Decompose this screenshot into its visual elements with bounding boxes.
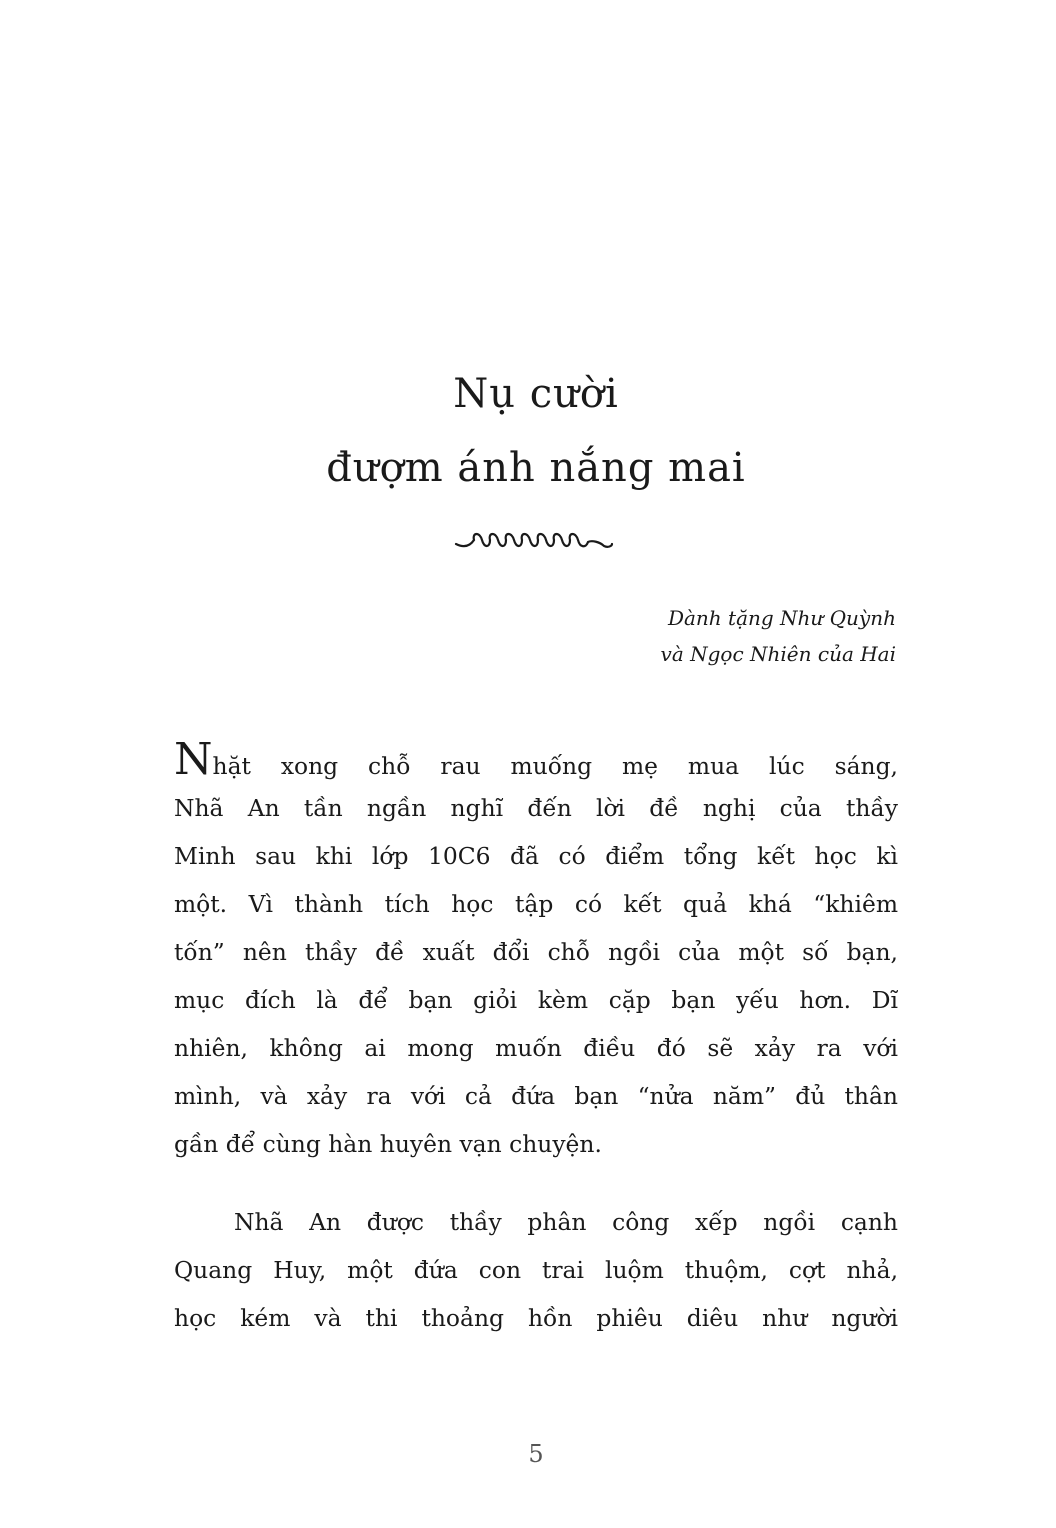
paragraph-line: một. Vì thành tích học tập có kết quả khá “khiêm [174, 890, 898, 918]
paragraph-1 [174, 736, 898, 1168]
paragraph-line [174, 736, 898, 784]
page-number: 5 [528, 1440, 544, 1468]
chapter-title-line-1: Nụ cười [453, 371, 619, 417]
paragraph-line: học kém và thi thoảng hồn phiêu diêu như người [174, 1304, 898, 1332]
paragraph-line: mục đích là để bạn giỏi kèm cặp bạn yếu hơn. Dĩ [174, 986, 898, 1014]
paragraph-line: Quang Huy, một đứa con trai luộm thuộm, cợt nhả, [174, 1256, 898, 1284]
dedication-line-2: và Ngọc Nhiên của Hai [660, 642, 896, 666]
paragraph-line: Nhã An được thầy phân công xếp ngồi cạnh [234, 1208, 898, 1236]
drop-cap: N [174, 734, 213, 785]
paragraph-2 [174, 1198, 898, 1342]
paragraph-line: Minh sau khi lớp 10C6 đã có điểm tổng kết học kì [174, 842, 898, 870]
dedication [661, 600, 896, 672]
dedication-line-1: Dành tặng Như Quỳnh [667, 606, 896, 630]
chapter-title-line-2: đượm ánh nắng mai [326, 445, 746, 491]
first-line-text: hặt xong chỗ rau muống mẹ mua lúc sáng, [212, 752, 898, 780]
flourish-divider-icon [452, 522, 616, 554]
paragraph-line: nhiên, không ai mong muốn điều đó sẽ xảy ra với [174, 1034, 898, 1062]
paragraph-line: Nhã An tần ngần nghĩ đến lời đề nghị của thầy [174, 794, 898, 822]
paragraph-line: tốn” nên thầy đề xuất đổi chỗ ngồi của một số bạn, [174, 938, 898, 966]
paragraph-line: mình, và xảy ra với cả đứa bạn “nửa năm” đủ thân [174, 1082, 898, 1110]
paragraph-line: gần để cùng hàn huyên vạn chuyện. [174, 1130, 602, 1158]
